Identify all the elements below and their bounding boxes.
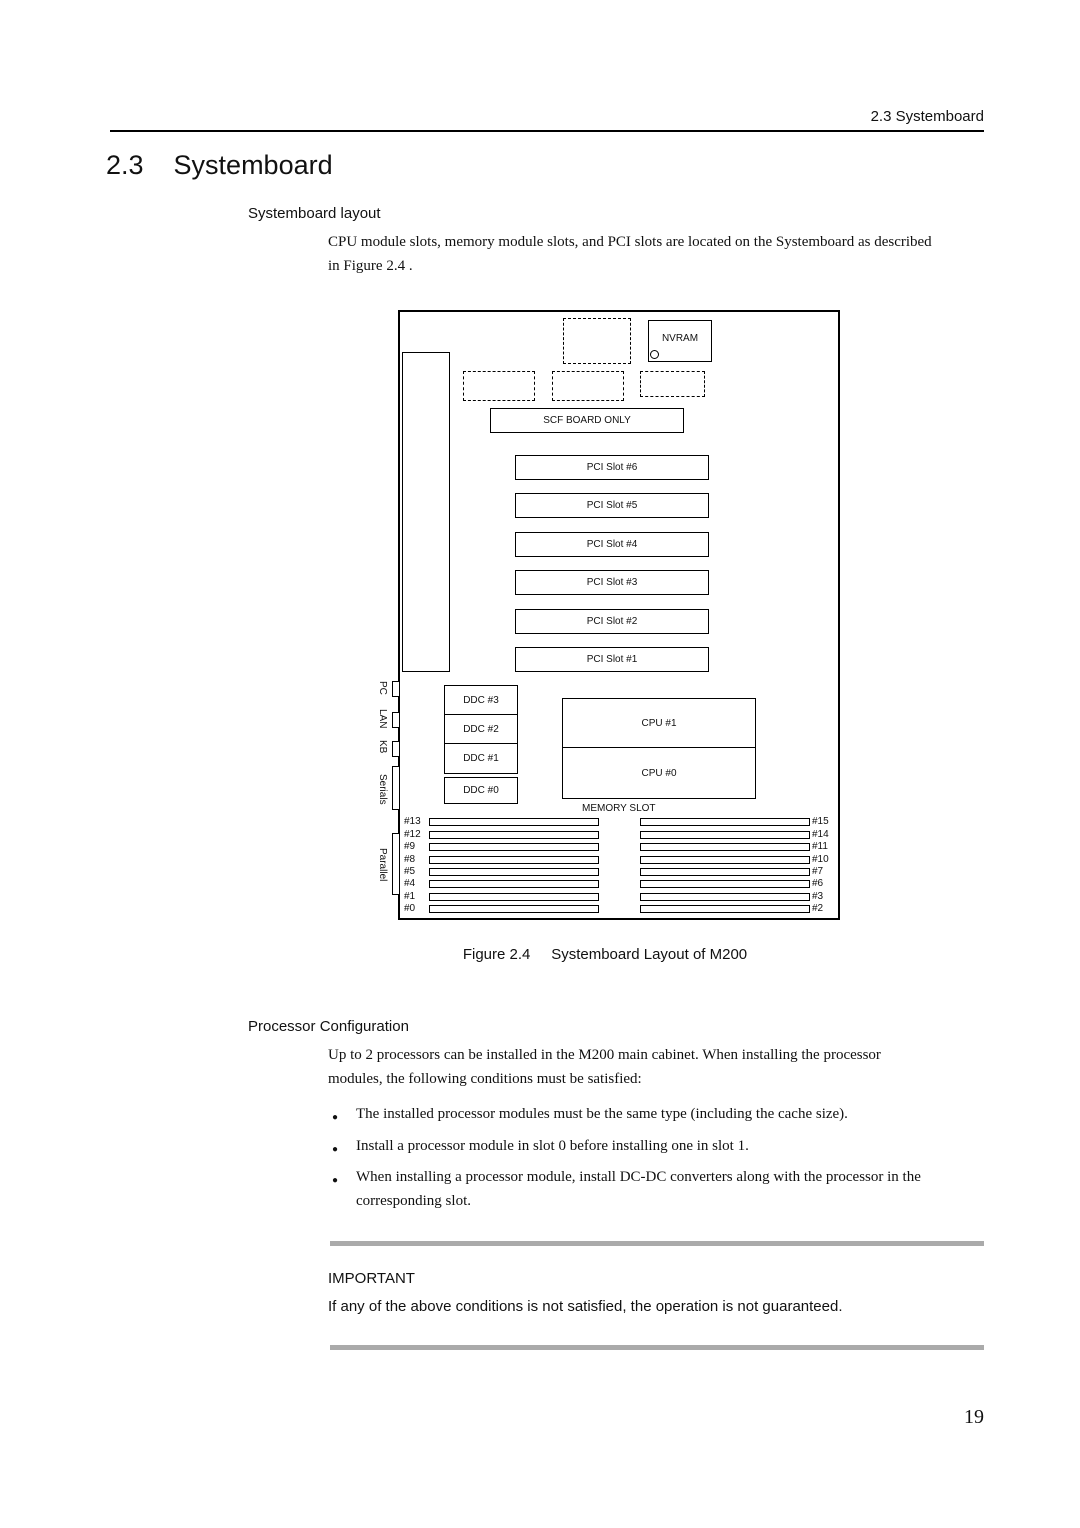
memory-slot-15 bbox=[640, 818, 810, 826]
memory-slot-7 bbox=[640, 868, 810, 876]
memory-slot-3 bbox=[640, 893, 810, 901]
memory-slot-12 bbox=[429, 831, 599, 839]
mem-label-14: #14 bbox=[812, 829, 829, 840]
riser-module bbox=[402, 352, 450, 672]
memory-slot-0 bbox=[429, 905, 599, 913]
pci-slot-2: PCI Slot #2 bbox=[515, 609, 709, 634]
mem-label-6: #6 bbox=[812, 878, 824, 889]
processor-paragraph-line-1: Up to 2 processors can be installed in the M200 main cabinet. When installing the processor bbox=[328, 1047, 881, 1063]
mem-label-9: #9 bbox=[404, 841, 416, 852]
layout-paragraph-line-2: in Figure 2.4 . bbox=[328, 258, 413, 274]
dashed-component-3 bbox=[640, 371, 705, 397]
header-rule bbox=[110, 130, 984, 132]
important-label: IMPORTANT bbox=[328, 1270, 415, 1287]
mem-label-5: #5 bbox=[404, 866, 416, 877]
port-label-serials: Serials bbox=[377, 774, 388, 805]
pci-slot-1: PCI Slot #1 bbox=[515, 647, 709, 672]
dashed-component-1 bbox=[463, 371, 535, 401]
memory-slot-label: MEMORY SLOT bbox=[582, 803, 656, 814]
section-title: 2.3 Systemboard bbox=[106, 150, 333, 180]
nvram-marker bbox=[650, 350, 659, 359]
mem-label-12: #12 bbox=[404, 829, 421, 840]
pci-slot-5: PCI Slot #5 bbox=[515, 493, 709, 518]
mem-label-15: #15 bbox=[812, 816, 829, 827]
processor-paragraph-line-2: modules, the following conditions must be satisfied: bbox=[328, 1071, 642, 1087]
mem-label-0: #0 bbox=[404, 903, 416, 914]
subheading-systemboard-layout: Systemboard layout bbox=[248, 205, 381, 222]
layout-paragraph-line-1: CPU module slots, memory module slots, and PCI slots are located on the Systemboard as described bbox=[328, 234, 932, 250]
bullet-text-continued: corresponding slot. bbox=[356, 1193, 471, 1209]
pci-slot-3: PCI Slot #3 bbox=[515, 570, 709, 595]
memory-slot-1 bbox=[429, 893, 599, 901]
bullet-text: The installed processor modules must be the same type (including the cache size). bbox=[356, 1106, 848, 1122]
memory-slot-13 bbox=[429, 818, 599, 826]
dashed-component-top bbox=[563, 318, 631, 364]
dashed-component-2 bbox=[552, 371, 624, 401]
figure-caption: Figure 2.4 Systemboard Layout of M200 bbox=[462, 946, 748, 963]
port-label-parallel: Parallel bbox=[377, 848, 388, 882]
mem-label-8: #8 bbox=[404, 854, 416, 865]
mem-label-2: #2 bbox=[812, 903, 824, 914]
memory-slot-14 bbox=[640, 831, 810, 839]
scf-board-only: SCF BOARD ONLY bbox=[490, 408, 684, 433]
pci-slot-6: PCI Slot #6 bbox=[515, 455, 709, 480]
ddc-0: DDC #0 bbox=[444, 777, 518, 804]
page-number: 19 bbox=[964, 1406, 984, 1428]
pc-connector bbox=[392, 681, 400, 697]
cpu-1: CPU #1 bbox=[562, 698, 756, 749]
memory-slot-2 bbox=[640, 905, 810, 913]
memory-slot-11 bbox=[640, 843, 810, 851]
running-header: 2.3 Systemboard bbox=[870, 108, 984, 125]
bullet-text: Install a processor module in slot 0 before installing one in slot 1. bbox=[356, 1138, 749, 1154]
memory-slot-10 bbox=[640, 856, 810, 864]
mem-label-13: #13 bbox=[404, 816, 421, 827]
mem-label-7: #7 bbox=[812, 866, 824, 877]
mem-label-11: #11 bbox=[812, 841, 828, 852]
nvram-chip: NVRAM bbox=[648, 320, 712, 362]
important-text: If any of the above conditions is not satisfied, the operation is not guaranteed. bbox=[328, 1298, 843, 1315]
memory-slot-8 bbox=[429, 856, 599, 864]
port-label-pc: PC bbox=[377, 681, 388, 695]
ddc-3: DDC #3 bbox=[444, 685, 518, 716]
important-bottom-rule bbox=[330, 1345, 984, 1350]
cpu-0: CPU #0 bbox=[562, 747, 756, 799]
systemboard-figure bbox=[372, 308, 842, 922]
parallel-connector bbox=[392, 833, 400, 895]
mem-label-10: #10 bbox=[812, 854, 829, 865]
important-top-rule bbox=[330, 1241, 984, 1246]
bullet-icon: ● bbox=[332, 1175, 339, 1186]
memory-slot-4 bbox=[429, 880, 599, 888]
memory-slot-9 bbox=[429, 843, 599, 851]
mem-label-1: #1 bbox=[404, 891, 416, 902]
port-label-kb: KB bbox=[377, 740, 388, 754]
memory-slot-5 bbox=[429, 868, 599, 876]
pci-slot-4: PCI Slot #4 bbox=[515, 532, 709, 557]
board-outline bbox=[398, 310, 840, 920]
memory-slot-6 bbox=[640, 880, 810, 888]
bullet-icon: ● bbox=[332, 1112, 339, 1123]
bullet-icon: ● bbox=[332, 1144, 339, 1155]
bullet-text: When installing a processor module, install DC-DC converters along with the processor in the bbox=[356, 1169, 921, 1185]
ddc-2: DDC #2 bbox=[444, 714, 518, 745]
kb-connector bbox=[392, 741, 400, 757]
port-label-lan: LAN bbox=[377, 709, 388, 729]
lan-connector bbox=[392, 712, 400, 728]
mem-label-3: #3 bbox=[812, 891, 824, 902]
mem-label-4: #4 bbox=[404, 878, 416, 889]
ddc-1: DDC #1 bbox=[444, 743, 518, 774]
subheading-processor-configuration: Processor Configuration bbox=[248, 1018, 409, 1035]
serials-connector bbox=[392, 766, 400, 810]
